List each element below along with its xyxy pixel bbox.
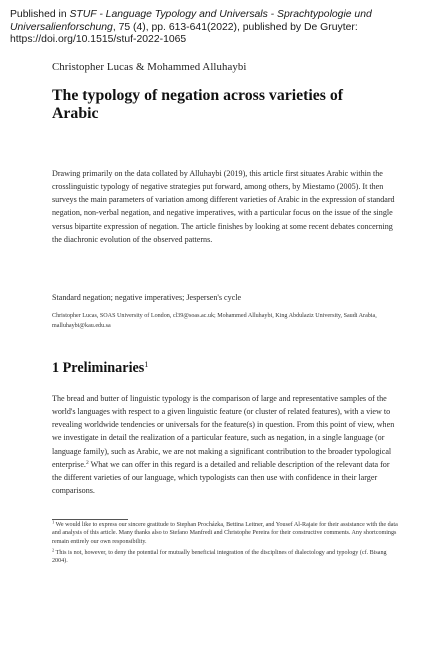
footnote-mark: 2: [52, 547, 55, 553]
author-affiliations: Christopher Lucas, SOAS University of London, cl39@soas.ac.uk; Mohammed Alluhaybi, King Abdulaziz University, Saudi Arabia, malluhaybi@kau.edu.sa: [52, 313, 377, 329]
keywords: Standard negation; negative imperatives; Jespersen's cycle: [52, 293, 242, 302]
footnote-2: [52, 549, 398, 566]
publication-note: [10, 9, 430, 47]
body-paragraph: [52, 392, 398, 497]
abstract: Drawing primarily on the data collated by Alluhaybi (2019), this article first situates Arabic within the crosslinguistic typology of negative strategies put forward, among others, by Miestamo (2005). It then surveys the main parameters of variation among different varieties of Arabic in the expression of standard negation, non-verbal negation, and negative imperatives, with a particular focus on the issue of the single versus bipartite expression of negation. The article finishes by looking at some recent debates concerning the diachronic evolution of the observed patterns.: [52, 169, 395, 244]
publication-prefix: Published in: [10, 9, 70, 20]
footnote-text: We would like to express our sincere gratitude to Stephan Procházka, Bettina Leitner, and Yousef Al-Rajaie for their assistance with the data and analysis of this article. Many thanks also to Stefano Manfredi and Christophe Pereira for their constructive comments. Any shortcomings remain entirely our own responsibility.: [52, 522, 398, 545]
footnotes: [52, 521, 398, 568]
footnote-divider: [52, 519, 128, 520]
section-heading-text: 1 Preliminaries: [52, 360, 145, 376]
publication-details: , 75 (4), pp. 613-641(2022), published by De Gruyter:: [112, 21, 358, 33]
footnote-1: [52, 521, 398, 546]
doi-link[interactable]: https://doi.org/10.1515/stuf-2022-1065: [10, 34, 187, 46]
footnote-text: This is not, however, to deny the potential for mutually beneficial integration of the disciplines of dialectology and typology (cf. Bisang 2004).: [52, 549, 387, 565]
body-text-part-2: What we can offer in this regard is a detailed and reliable description of the relevant data for the different varieties of our language, which typologists can then use with confidence in their larger comparisons.: [52, 459, 390, 496]
section-heading: [52, 360, 148, 377]
paper-authors: Christopher Lucas & Mohammed Alluhaybi: [52, 61, 247, 73]
footnote-ref-1[interactable]: 1: [144, 360, 149, 369]
body-text-part-1: The bread and butter of linguistic typology is the comparison of large and representative samples of the world's languages with respect to a given linguistic feature (or cluster of related features), with a view to revealing worldwide tendencies or universals for the feature(s) in question. From this point of view, when we investigate in detail the realization of a particular feature, such as negation, in a single language (or language family), such as Arabic, we are not making a significant contribution to the broader typological enterprise.: [52, 394, 395, 469]
footnote-ref-2[interactable]: 2: [85, 459, 89, 466]
footnote-mark: 1: [52, 519, 55, 525]
journal-name: STUF - Language Typology and Universals - Sprachtypologie und Universalienforschung: [10, 9, 372, 33]
paper-title: The typology of negation across varieties of Arabic: [52, 87, 344, 122]
